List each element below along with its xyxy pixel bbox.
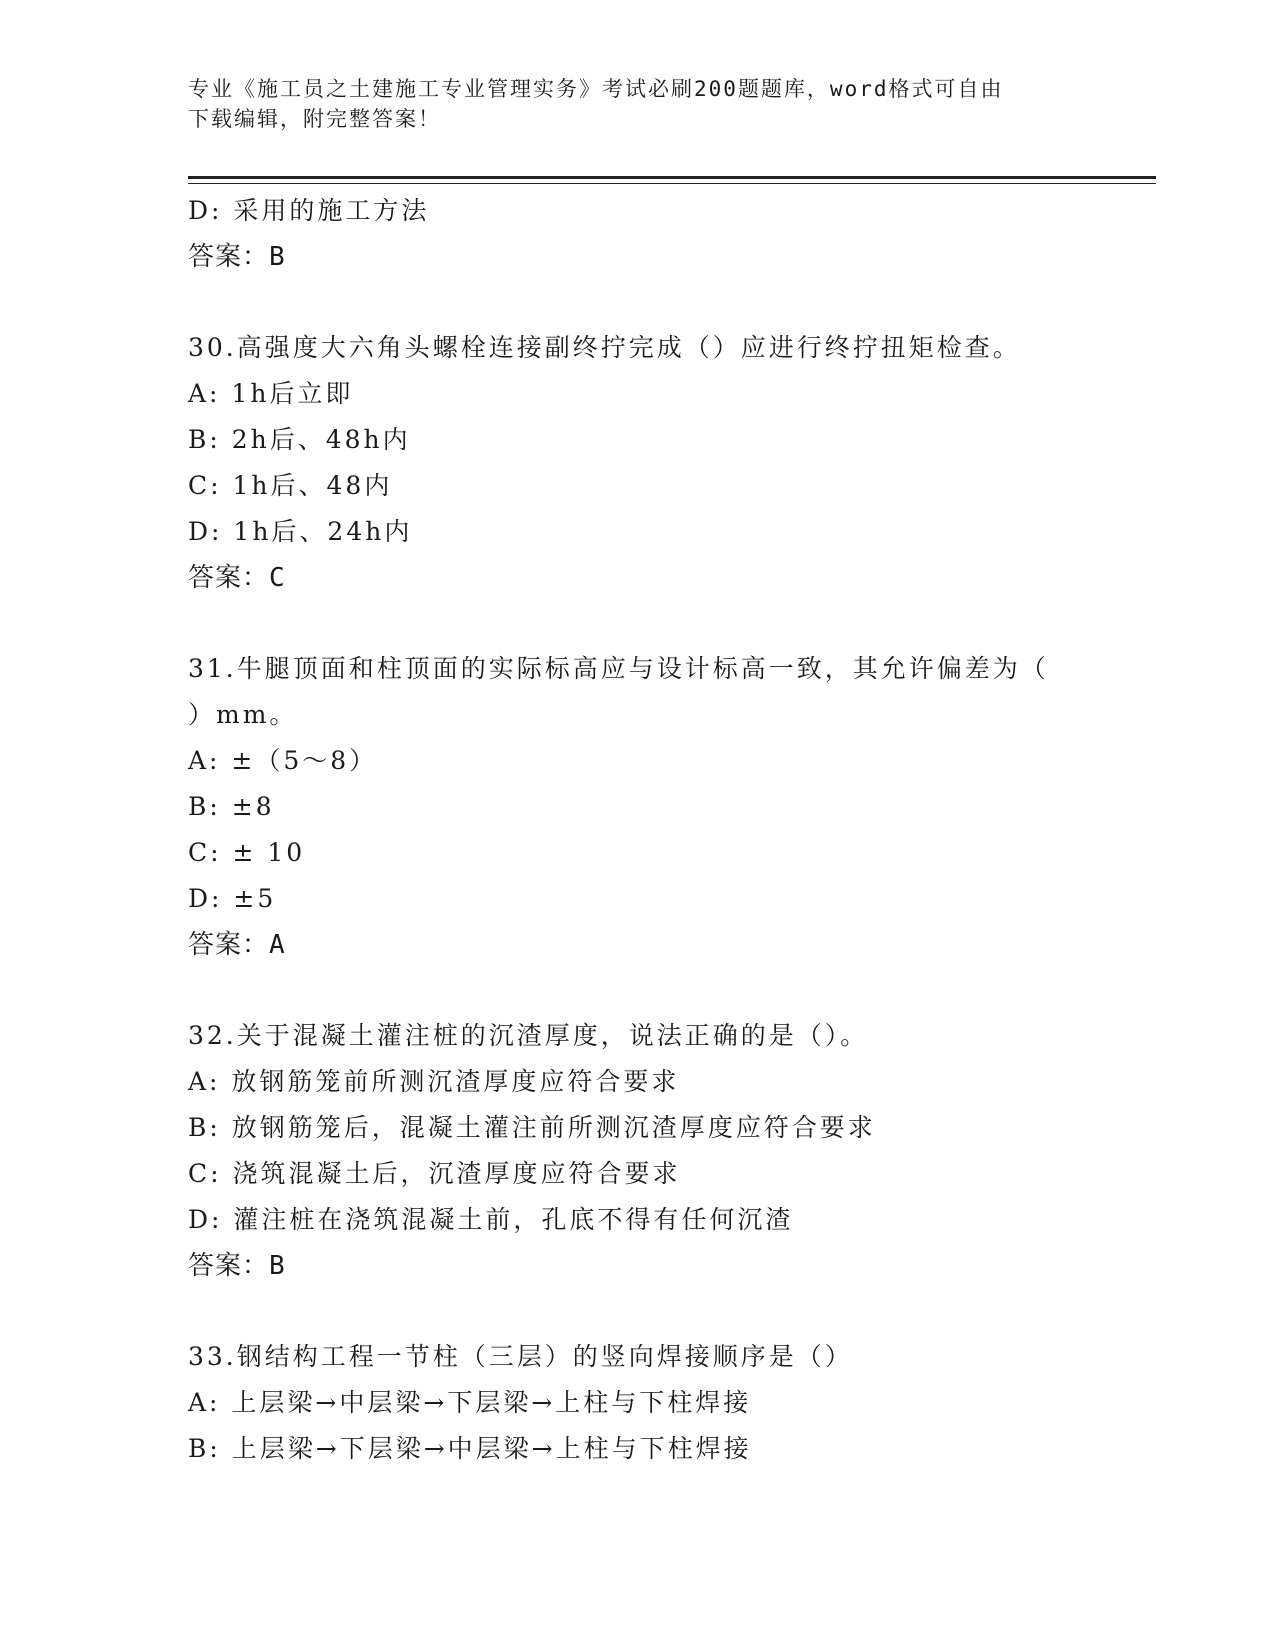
question-33	[188, 1334, 1088, 1472]
header-divider-thick	[188, 176, 1156, 179]
option-a: A: ±（5～8）	[188, 746, 378, 775]
answer: 答案：C	[188, 563, 286, 593]
previous-question-tail	[188, 188, 1088, 280]
answer: 答案：A	[188, 930, 286, 960]
header-line-1: 专业《施工员之土建施工专业管理实务》考试必刷200题题库，word格式可自由	[188, 77, 1004, 101]
document-body	[188, 188, 1088, 1472]
answer: 答案：B	[188, 1251, 286, 1281]
document-header	[188, 74, 1068, 134]
option-b: B: 2h后、48h内	[188, 425, 411, 454]
option-a: A: 放钢筋笼前所测沉渣厚度应符合要求	[188, 1067, 680, 1096]
question-stem-line-2: ）mm。	[188, 700, 298, 729]
question-32	[188, 1013, 1088, 1289]
option-b: B: ±8	[188, 792, 275, 821]
option-c: C: 1h后、48内	[188, 471, 393, 500]
answer: 答案：B	[188, 242, 286, 272]
option-d: D: 1h后、24h内	[188, 517, 413, 546]
option-c: C: ± 10	[188, 838, 306, 867]
option-d: D: ±5	[188, 884, 277, 913]
question-31	[188, 646, 1088, 968]
question-30	[188, 325, 1088, 601]
option-c: C: 浇筑混凝土后，沉渣厚度应符合要求	[188, 1159, 681, 1188]
option-d: D: 灌注桩在浇筑混凝土前，孔底不得有任何沉渣	[188, 1205, 794, 1234]
option-a: A: 1h后立即	[188, 379, 354, 408]
question-stem: 32.关于混凝土灌注桩的沉渣厚度，说法正确的是（）。	[188, 1021, 869, 1050]
question-stem: 33.钢结构工程一节柱（三层）的竖向焊接顺序是（）	[188, 1342, 853, 1371]
option-b: B: 上层梁→下层梁→中层梁→上柱与下柱焊接	[188, 1434, 752, 1463]
option-d: D: 采用的施工方法	[188, 196, 430, 225]
option-a: A: 上层梁→中层梁→下层梁→上柱与下柱焊接	[188, 1388, 752, 1417]
header-divider-thin	[188, 183, 1156, 184]
option-b: B: 放钢筋笼后，混凝土灌注前所测沉渣厚度应符合要求	[188, 1113, 876, 1142]
question-stem: 30.高强度大六角头螺栓连接副终拧完成（）应进行终拧扭矩检查。	[188, 333, 1021, 362]
question-stem-line-1: 31.牛腿顶面和柱顶面的实际标高应与设计标高一致，其允许偏差为（	[188, 654, 1049, 683]
header-line-2: 下载编辑，附完整答案！	[188, 107, 441, 131]
